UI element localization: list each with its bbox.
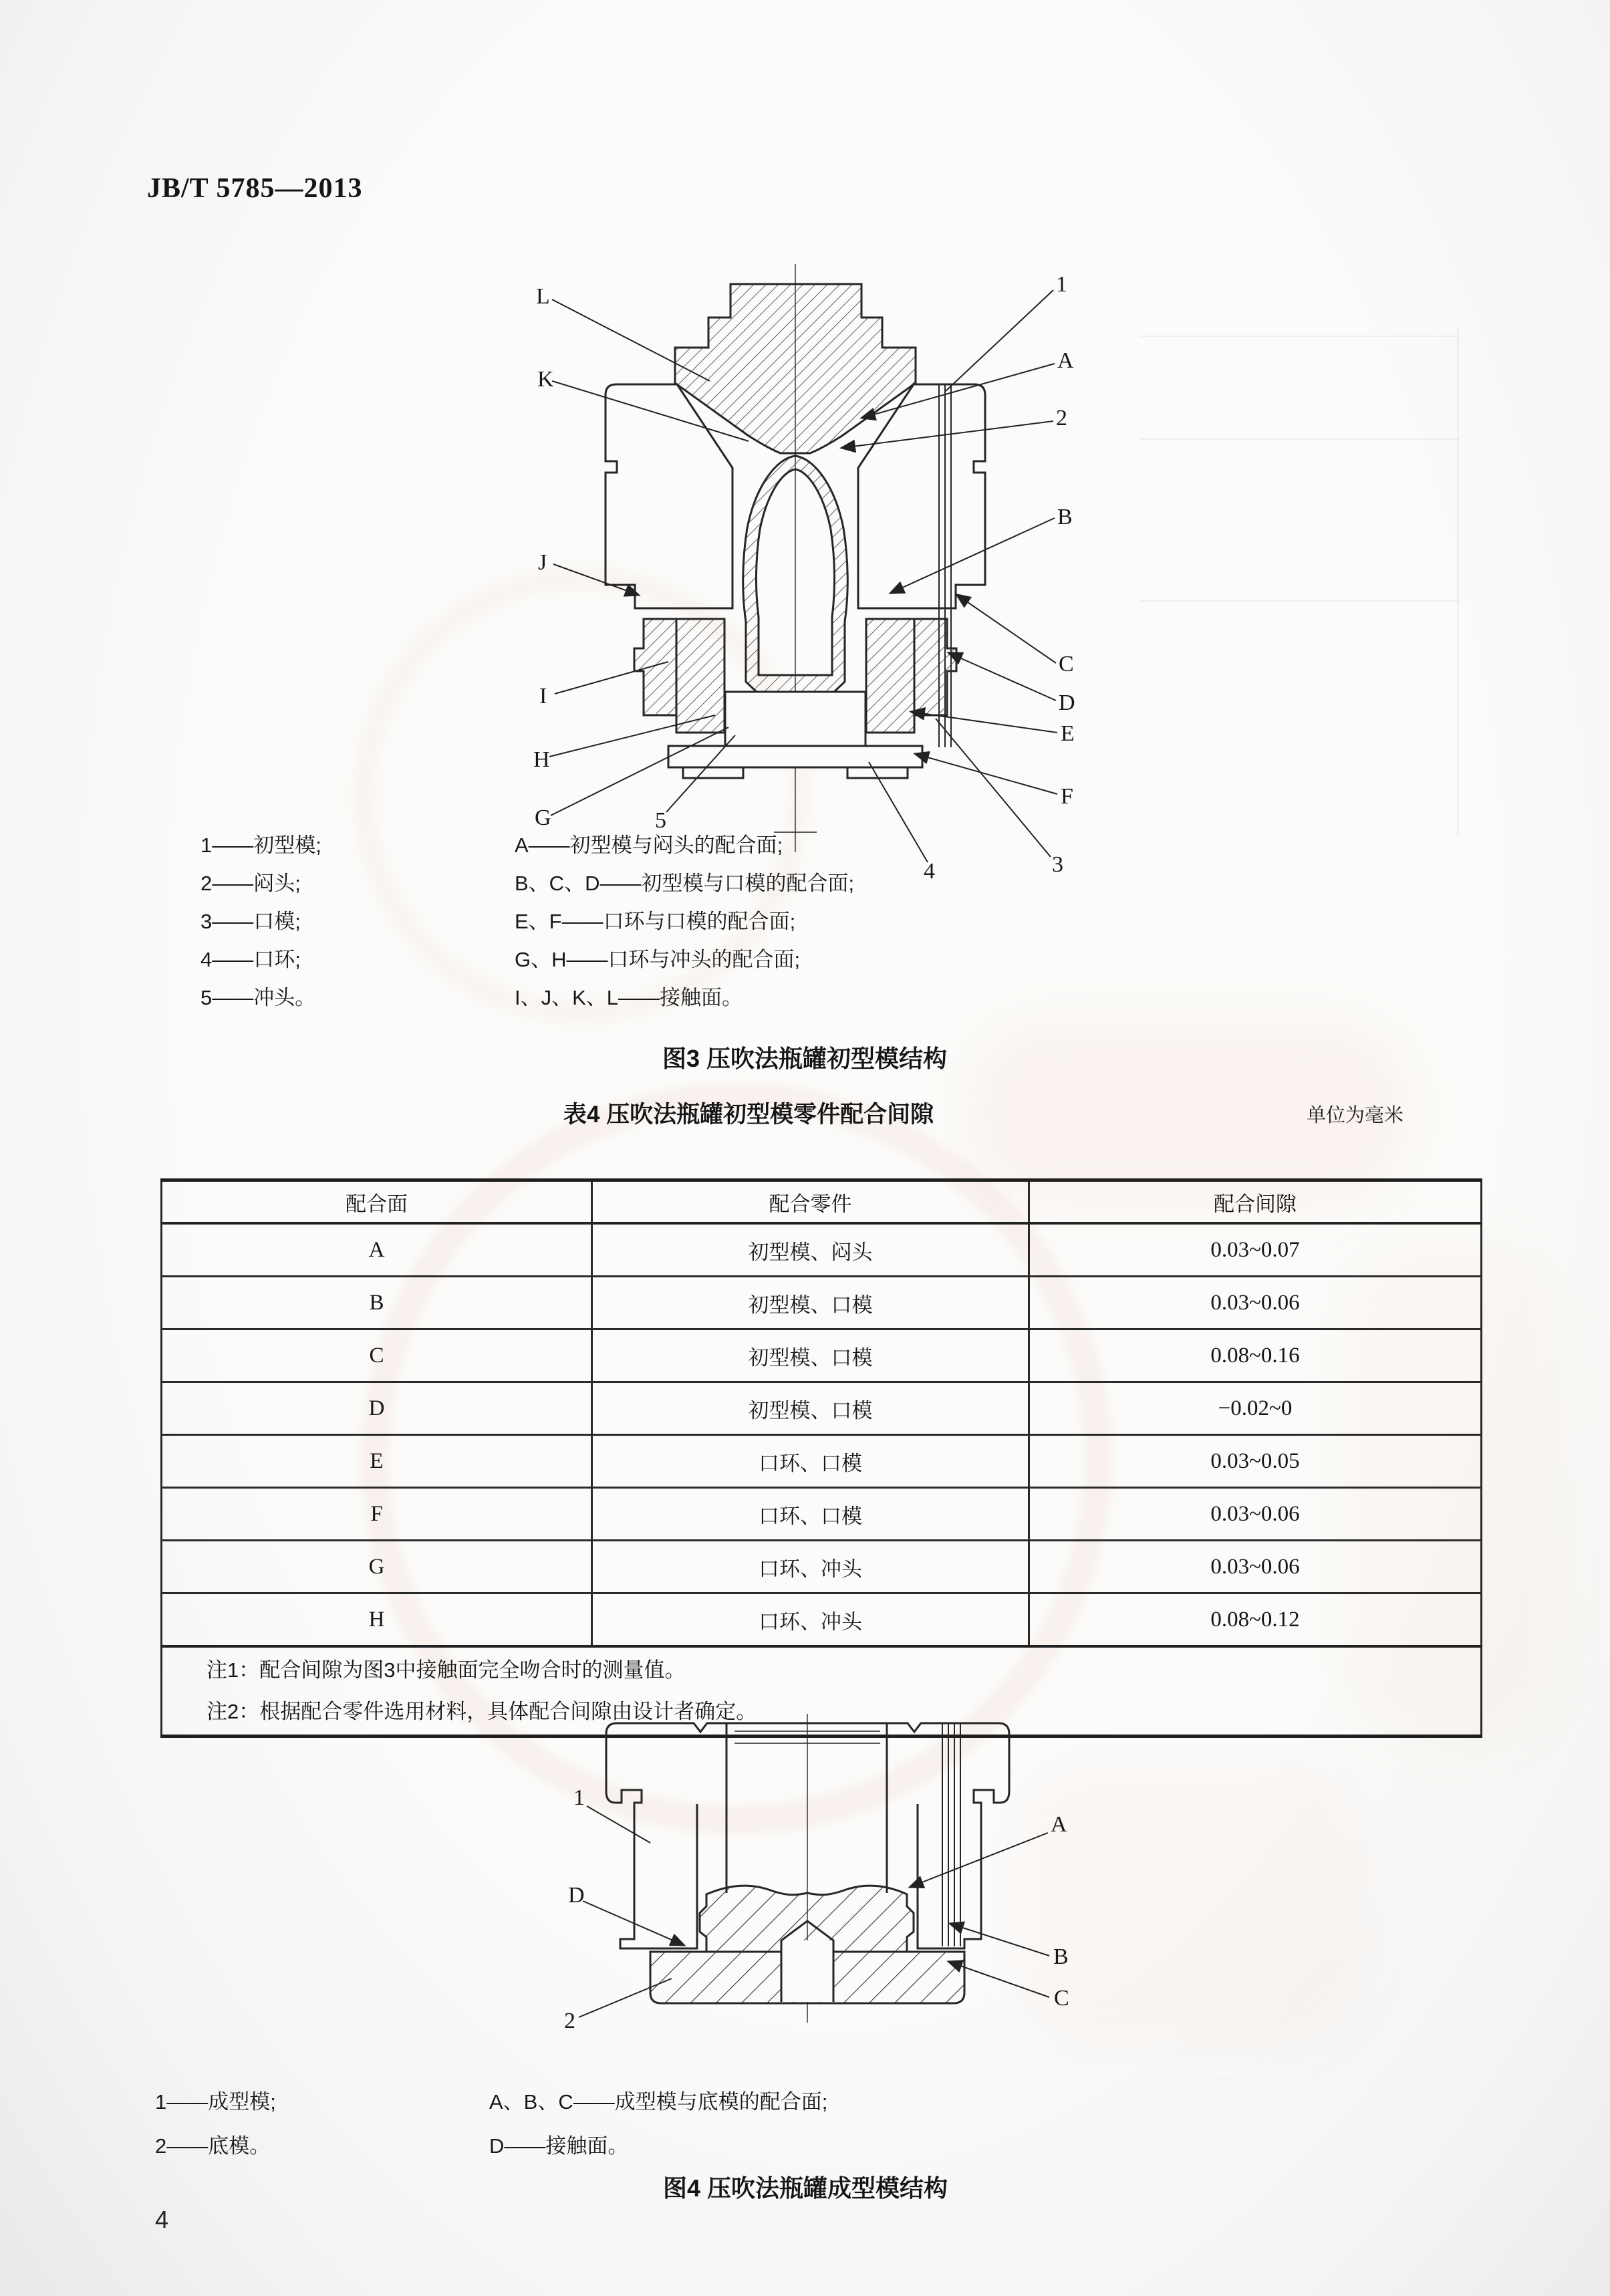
ghost-table-line-v xyxy=(1457,328,1459,836)
cell-clearance: −0.02~0 xyxy=(1029,1382,1482,1435)
figure3-drawing xyxy=(508,247,1143,889)
legend-item: 1——初型模; xyxy=(200,834,321,857)
legend-item: 1——成型模; xyxy=(155,2090,276,2114)
legend-item: B、C、D——初型模与口模的配合面; xyxy=(515,872,855,895)
fig4-label-2: 2 xyxy=(564,2009,575,2032)
fig3-label-4: 4 xyxy=(924,859,935,884)
fig3-label-3: 3 xyxy=(1052,852,1063,877)
cell-parts: 口环、冲头 xyxy=(592,1593,1029,1647)
table4-title: 表4 压吹法瓶罐初型模零件配合间隙 xyxy=(563,1102,934,1128)
cell-surface: G xyxy=(162,1541,592,1593)
table-header-row xyxy=(162,1180,1482,1224)
figure4-caption: 图4 压吹法瓶罐成型模结构 xyxy=(662,2174,948,2202)
legend-item: A——初型模与闷头的配合面; xyxy=(515,834,783,857)
cell-surface: D xyxy=(162,1382,592,1435)
ghost-table-line-h1 xyxy=(1139,336,1459,337)
figure4-drawing xyxy=(548,1711,1083,2032)
legend-item: E、F——口环与口模的配合面; xyxy=(515,910,796,933)
fig3-label-2: 2 xyxy=(1056,406,1067,430)
legend-item: A、B、C——成型模与底模的配合面; xyxy=(489,2090,828,2114)
cell-surface: F xyxy=(162,1488,592,1541)
col-header: 配合间隙 xyxy=(1029,1180,1482,1224)
figure3-caption: 图3 压吹法瓶罐初型模结构 xyxy=(662,1045,948,1072)
fig4-label-1: 1 xyxy=(573,1785,585,1810)
legend-item: I、J、K、L——接触面。 xyxy=(515,986,743,1009)
fig4-label-A: A xyxy=(1051,1812,1067,1837)
fig4-label-C: C xyxy=(1054,1986,1069,2011)
cell-clearance: 0.03~0.06 xyxy=(1029,1541,1482,1593)
table-row xyxy=(162,1593,1482,1647)
page-number: 4 xyxy=(155,2206,169,2233)
table-row xyxy=(162,1223,1482,1277)
fig4-label-B: B xyxy=(1053,1944,1069,1969)
cell-surface: H xyxy=(162,1593,592,1647)
fig3-label-D: D xyxy=(1059,690,1075,715)
fig3-label-F: F xyxy=(1061,784,1073,809)
fig4-label-D: D xyxy=(568,1883,585,1908)
cell-clearance: 0.03~0.06 xyxy=(1029,1277,1482,1329)
table-row xyxy=(162,1541,1482,1593)
fig3-label-B: B xyxy=(1057,505,1073,529)
legend-item: G、H——口环与冲头的配合面; xyxy=(515,948,801,971)
figure4-legend-left xyxy=(155,2080,276,2168)
table-row xyxy=(162,1329,1482,1382)
cell-parts: 口环、口模 xyxy=(592,1435,1029,1488)
cell-parts: 初型模、口模 xyxy=(592,1382,1029,1435)
note-2: 注2：根据配合零件选用材料，具体配合间隙由设计者确定。 xyxy=(207,1700,757,1723)
ghost-table-line-h2 xyxy=(1139,438,1459,440)
note-1: 注1：配合间隙为图3中接触面完全吻合时的测量值。 xyxy=(207,1658,686,1682)
cell-parts: 初型模、闷头 xyxy=(592,1223,1029,1277)
cell-parts: 口环、口模 xyxy=(592,1488,1029,1541)
col-header: 配合面 xyxy=(162,1180,592,1224)
cell-surface: A xyxy=(162,1223,592,1277)
cell-clearance: 0.08~0.12 xyxy=(1029,1593,1482,1647)
figure3-legend-right xyxy=(515,826,854,1017)
table-row xyxy=(162,1488,1482,1541)
fig3-label-L: L xyxy=(536,284,550,309)
cell-parts: 初型模、口模 xyxy=(592,1329,1029,1382)
legend-item: 5——冲头。 xyxy=(200,986,316,1009)
table-row xyxy=(162,1382,1482,1435)
table4 xyxy=(160,1178,1482,1738)
legend-item: 3——口模; xyxy=(200,910,301,933)
ghost-table-line-h3 xyxy=(1139,600,1459,602)
fig3-label-H: H xyxy=(533,747,550,772)
cell-surface: C xyxy=(162,1329,592,1382)
fig3-label-5: 5 xyxy=(655,808,666,833)
plunger-section xyxy=(675,284,916,453)
cell-clearance: 0.03~0.06 xyxy=(1029,1488,1482,1541)
cell-clearance: 0.03~0.07 xyxy=(1029,1223,1482,1277)
legend-item: 2——底模。 xyxy=(155,2134,271,2158)
fig3-label-1: 1 xyxy=(1056,272,1067,297)
fig3-label-G: G xyxy=(535,805,551,830)
legend-item: 2——闷头; xyxy=(200,872,301,895)
fig3-label-C: C xyxy=(1059,652,1074,676)
legend-item: 4——口环; xyxy=(200,948,301,971)
cell-clearance: 0.08~0.16 xyxy=(1029,1329,1482,1382)
cell-surface: E xyxy=(162,1435,592,1488)
cell-clearance: 0.03~0.05 xyxy=(1029,1435,1482,1488)
cell-parts: 口环、冲头 xyxy=(592,1541,1029,1593)
legend-item: D——接触面。 xyxy=(489,2134,629,2158)
table-row xyxy=(162,1435,1482,1488)
table-row xyxy=(162,1277,1482,1329)
fig3-label-I: I xyxy=(539,684,547,709)
figure4-legend-right xyxy=(489,2080,827,2168)
standard-number: JB/T 5785—2013 xyxy=(147,173,363,204)
fig3-label-J: J xyxy=(538,550,547,575)
fig3-label-K: K xyxy=(537,367,554,392)
fig3-label-E: E xyxy=(1061,721,1075,746)
figure3-legend-left xyxy=(200,826,321,1017)
table4-unit-note: 单位为毫米 xyxy=(1306,1105,1403,1126)
fig3-label-A: A xyxy=(1057,348,1074,373)
cell-surface: B xyxy=(162,1277,592,1329)
cell-parts: 初型模、口模 xyxy=(592,1277,1029,1329)
col-header: 配合零件 xyxy=(592,1180,1029,1224)
